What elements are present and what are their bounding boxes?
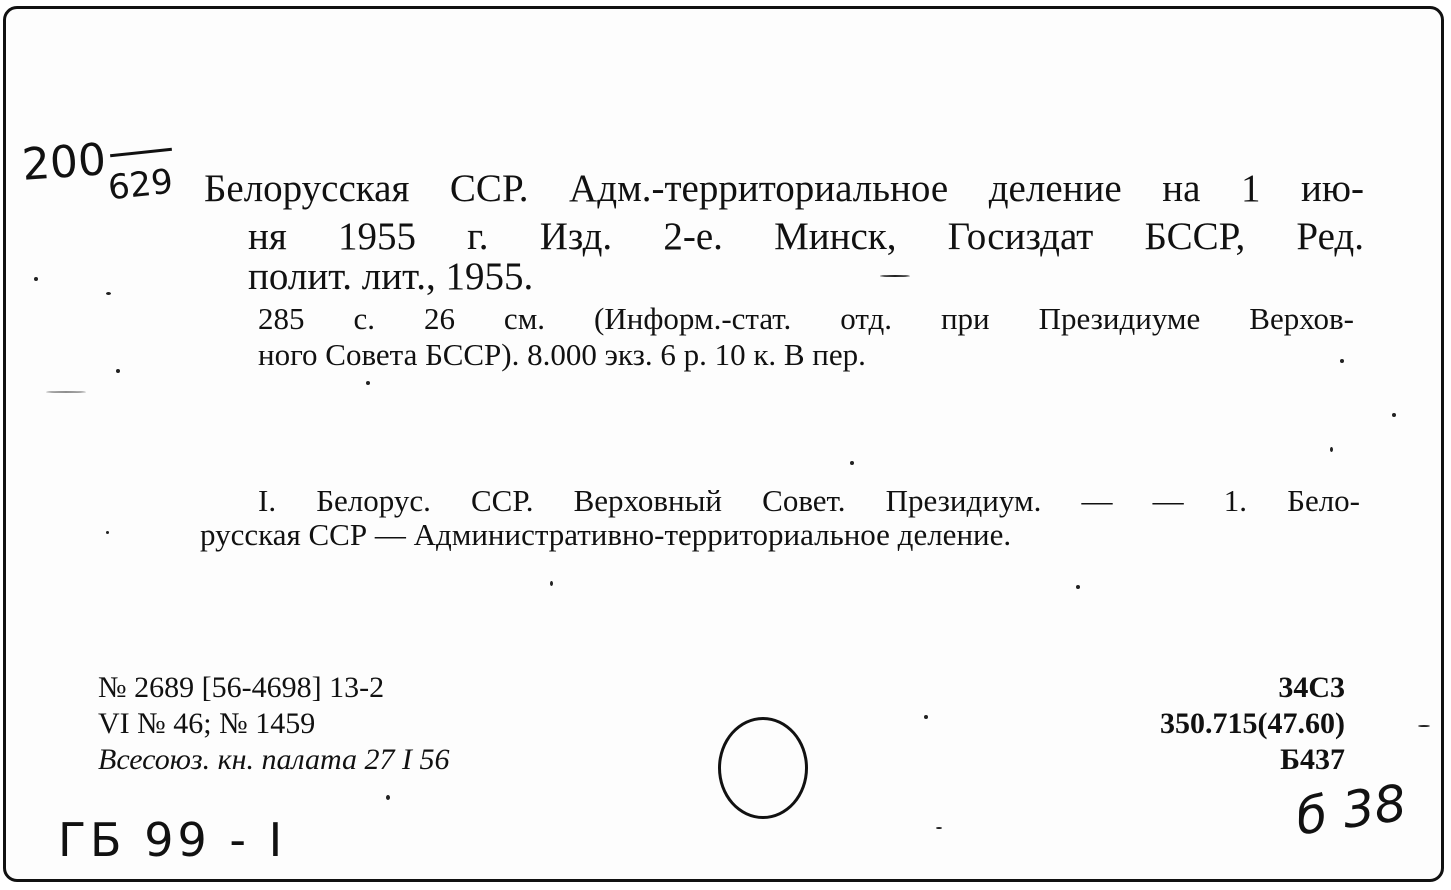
title-line-3: полит. лит., 1955. [248, 255, 534, 298]
punch-hole [718, 717, 808, 819]
speck [936, 827, 942, 829]
speck [1392, 413, 1396, 417]
collation-line-2: ного Совета БССР). 8.000 экз. 6 р. 10 к. В пер. [258, 337, 866, 372]
speck [1418, 725, 1430, 727]
handwritten-corner-mark: б 38 [1292, 773, 1410, 847]
speck [34, 277, 38, 281]
speck [880, 275, 910, 277]
collation-line-1: 285 с. 26 см. (Информ.-стат. отд. при Президиуме Верхов- [258, 301, 1354, 336]
imprint-line-2: VI № 46; № 1459 [98, 707, 316, 740]
speck [46, 391, 86, 393]
handwritten-shelf-mark: ГБ 99 - I [58, 813, 287, 867]
speck [386, 795, 390, 800]
handwritten-fraction-line [110, 148, 172, 157]
tracing-line-2: русская ССР — Административно-территориальное деление. [200, 517, 1012, 552]
classification-line-3: Б437 [1280, 743, 1345, 776]
tracing-line-1: I. Белорус. ССР. Верховный Совет. Президиум. — — 1. Бело- [258, 483, 1360, 518]
imprint-line-3: Всесоюз. кн. палата 27 I 56 [98, 743, 450, 776]
imprint-line-1: № 2689 [56-4698] 13-2 [98, 671, 385, 704]
speck [116, 369, 120, 373]
handwritten-sub-number-wrap [106, 162, 175, 209]
classification-line-1: 34С3 [1278, 671, 1345, 704]
speck [550, 581, 553, 586]
speck [106, 531, 109, 534]
speck [106, 292, 111, 295]
title-line-2: ня 1955 г. Изд. 2-е. Минск, Госиздат БССР, Ред. [248, 215, 1364, 258]
handwritten-sub-number: 629 [106, 161, 175, 209]
handwritten-number: 200 [20, 134, 108, 191]
catalog-card [3, 6, 1444, 882]
speck [924, 715, 928, 719]
speck [850, 461, 854, 465]
handwritten-call-number [20, 134, 107, 191]
speck [366, 381, 370, 385]
classification-line-2: 350.715(47.60) [1160, 707, 1345, 740]
speck [1330, 447, 1333, 452]
title-line-1: Белорусская ССР. Адм.-территориальное деление на 1 ию- [204, 167, 1364, 210]
speck [1340, 359, 1344, 363]
speck [1076, 585, 1080, 589]
